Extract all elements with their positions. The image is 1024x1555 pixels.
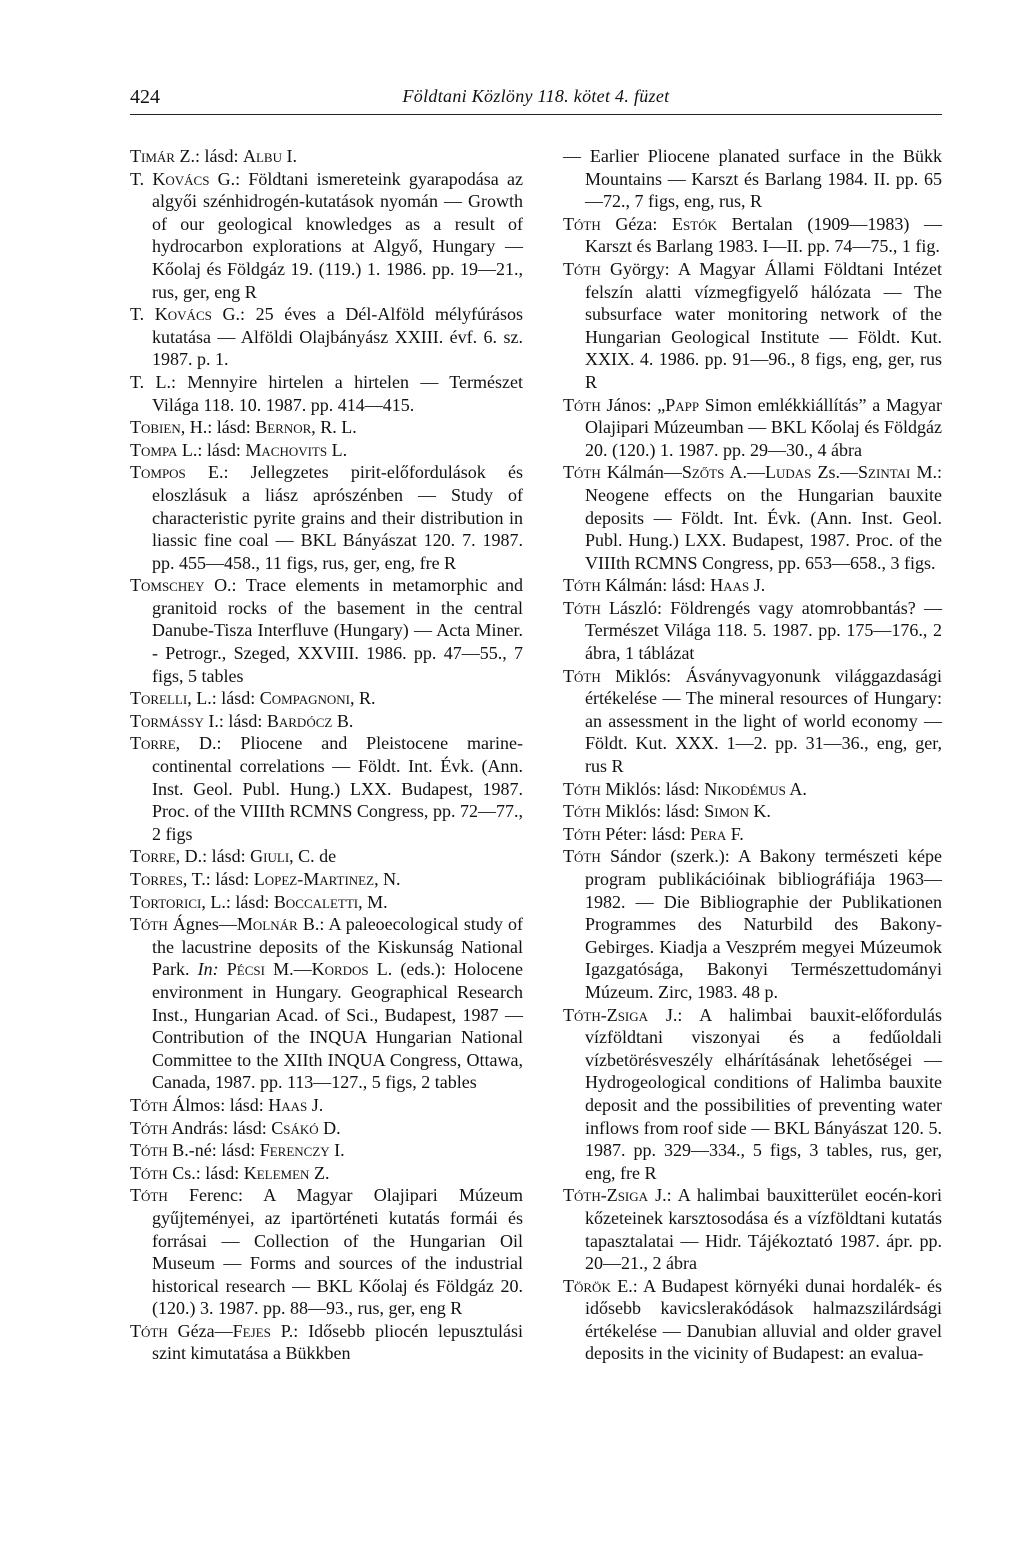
author-name: Tormássy <box>130 710 204 731</box>
author-name: Tobien <box>130 417 181 438</box>
bibliography-entry: Tóth-Zsiga J.: A halimbai bauxit-előfordulás vízföldtani viszonyai és a fedűoldali vízbetörésveszély elhárításának lehetőségei — Hydrogeological conditions of Halimba bauxite deposit and the possibilities of preventing water inflows from roof side — BKL Bányászat 120. 5. 1987. pp. 329—334., 5 figs, 3 tables, rus, ger, eng, fre R <box>563 1004 942 1183</box>
author-name: T. Kovács <box>130 168 210 189</box>
author-name: Tóth <box>130 1162 168 1183</box>
author-name: Fejes <box>232 1320 271 1341</box>
author-name: Haas <box>710 575 750 596</box>
right-column <box>563 145 942 1365</box>
author-name: Pera <box>690 823 727 844</box>
author-name: Compagnoni <box>259 688 350 709</box>
bibliography-entry: Tóth György: A Magyar Állami Földtani Intézet felszín alatti vízmegfigyelő hálózata — The subsurface water monitoring network of the Hungarian Geological Institute — Földt. Kut. XXIX. 4. 1986. pp. 91—96., 8 figs, eng, ger, rus R <box>563 258 942 392</box>
author-name: Tóth <box>563 258 601 279</box>
author-name: Boccaletti <box>273 891 359 912</box>
author-name: Tóth-Zsiga <box>563 1185 649 1206</box>
bibliography-entry: Torres, T.: lásd: Lopez-Martinez, N. <box>130 869 401 889</box>
author-name: T. Kovács <box>130 304 212 325</box>
author-name: Papp <box>665 394 700 415</box>
bibliography-entry: Tompa L.: lásd: Machovits L. <box>130 439 348 460</box>
bibliography-entry: Tóth Cs.: lásd: Kelemen Z. <box>130 1162 330 1183</box>
author-name: Machovits <box>245 439 328 460</box>
author-name: Kelemen <box>243 1162 310 1183</box>
author-name: Tóth <box>130 1320 168 1341</box>
bibliography-entry: Tóth Kálmán—Szőts A.—Ludas Zs.—Szintai M.: Neogene effects on the Hungarian bauxite deposits — Földt. Int. Évk. (Ann. Inst. Geol. Publ. Hung.) LXX. Budapest, 1987. Proc. of the VIIIth RCMNS Congress, pp. 653—658., 3 figs. <box>563 462 942 573</box>
author-name: Tompa <box>130 439 178 460</box>
bibliography-entry: Torre, D.: Pliocene and Pleistocene marine-continental correlations — Földt. Int. Évk. (Ann. Inst. Geol. Publ. Hung.) LXX. Budapest, 1987. Proc. of the VIIIth RCMNS Congress, pp. 72—77., 2 figs <box>130 733 523 844</box>
bibliography-entry: Tóth László: Földrengés vagy atomrobbantás? — Természet Világa 118. 5. 1987. pp. 175—176., 2 ábra, 1 táblázat <box>563 597 942 664</box>
author-name: Tóth <box>130 1185 168 1206</box>
bibliography-entry: Tompos E.: Jellegzetes pirit-előfordulások és eloszlásuk a liász aprószénben — Study of characteristic pyrite grains and their distribution in liassic fine coal — BKL Bányászat 120. 7. 1987. pp. 455—458., 11 figs, rus, ger, eng, fre R <box>130 462 523 573</box>
page-number: 424 <box>130 86 160 108</box>
author-name: Torre <box>130 733 176 754</box>
bibliography-entry: T. Kovács G.: Földtani ismereteink gyarapodása az algyői szénhidrogén-kutatások nyomán — Growth of our geological knowledges as a result of hydrocarbon explorations at Algyő, Hungary — Kőolaj és Földgáz 19. (119.) 1. 1986. pp. 19—21., rus, ger, eng R <box>130 168 523 302</box>
author-name: Tóth <box>130 914 168 935</box>
author-name: Simon <box>704 801 749 822</box>
bibliography-entry: Tortorici, L.: lásd: Boccaletti, M. <box>130 891 388 912</box>
bibliography-entry: Torelli, L.: lásd: Compagnoni, R. <box>130 688 376 709</box>
bibliography-entry: Tobien, H.: lásd: Bernor, R. L. <box>130 417 357 438</box>
bibliography-entry: Tóth Sándor (szerk.): A Bakony természeti képe program publikációinak bibliográfiája 1963—1982. — Die Bibliographie der Publikationen Programmes des Naturbild des Bakony-Gebirges. Kiadja a Veszprém megyei Múzeumok Igazgatósága, Bakonyi Természettudományi Múzeum. Zirc, 1983. 48 p. <box>563 846 942 1002</box>
author-name: Tóth <box>563 846 601 867</box>
bibliography-entry: Tóth Álmos: lásd: Haas J. <box>130 1094 324 1115</box>
author-name: Molnár <box>236 914 298 935</box>
author-name: Török <box>563 1275 611 1296</box>
author-name: Torre <box>130 846 176 867</box>
author-name: Tóth <box>563 394 601 415</box>
author-name: T. L. <box>130 371 171 392</box>
bibliography-entry: Török E.: A Budapest környéki dunai hordalék- és idősebb kavicslerakódások halmazszilárdsági értékelése — Danubian alluvial and older gravel deposits in the vicinity of Budapest: an evalua- <box>563 1275 942 1364</box>
bibliography-entry: — Earlier Pliocene planated surface in the Bükk Mountains — Karszt és Barlang 1984. II. pp. 65—72., 7 figs, eng, rus, R <box>563 146 942 212</box>
bibliography-entry: T. Kovács G.: 25 éves a Dél-Alföld mélyfúrásos kutatása — Alföldi Olajbányász XXIII. évf. 6. sz. 1987. p. 1. <box>130 304 523 370</box>
author-name: Tóth-Zsiga <box>563 1004 649 1025</box>
bibliography-entry: Torre, D.: lásd: Giuli, C. de <box>130 846 337 867</box>
author-name: Tóth <box>563 597 601 618</box>
bibliography-entry: Tóth János: „Papp Simon emlékkiállítás” a Magyar Olajipari Múzeumban — BKL Kőolaj és Földgáz 20. (120.) 1. 1987. pp. 29—30., 4 ábra <box>563 394 942 460</box>
author-name: Torelli <box>130 688 188 709</box>
author-name: Tóth <box>130 1117 168 1138</box>
bibliography-entry: Tóth Miklós: Ásványvagyonunk világgazdasági értékelése — The mineral resources of Hungary: an assessment in the light of world economy — Földt. Kut. XXX. 1—2. pp. 31—36., eng, ger, rus R <box>563 665 942 777</box>
bibliography-entry: Tóth Kálmán: lásd: Haas J. <box>563 575 766 596</box>
author-name: Tóth <box>130 1140 168 1161</box>
author-name: Tortorici <box>130 891 202 912</box>
author-name: Albu <box>242 146 282 166</box>
bibliography-entry: Tormássy I.: lásd: Bardócz B. <box>130 710 354 731</box>
author-name: Haas <box>268 1094 308 1115</box>
bibliography-entry: Tóth András: lásd: Csákó D. <box>130 1117 341 1138</box>
author-name: Lopez-Martinez <box>253 869 375 889</box>
bibliography-entry: Tóth Ágnes—Molnár B.: A paleoecological study of the lacustrine deposits of the Kiskunság National Park. In: Pécsi M.—Kordos L. (eds.): Holocene environment in Hungary. Geographical Research Inst., Hungarian Acad. of Sci., Budapest, 1987 — Contribution of the INQUA Hungarian National Committee to the XIIth INQUA Congress, Ottawa, Canada, 1987. pp. 113—127., 5 figs, 2 tables <box>130 914 524 1093</box>
author-name: Tóth <box>130 1094 168 1115</box>
bibliography-entry: Tóth Géza: Estók Bertalan (1909—1983) — Karszt és Barlang 1983. I—II. pp. 74—75., 1 fig. <box>563 213 942 257</box>
author-name: Tóth <box>563 823 601 844</box>
author-name: Tóth <box>563 462 601 483</box>
author-name: Timár <box>130 146 175 166</box>
author-name: Pécsi <box>226 959 265 980</box>
author-name: Szőts <box>681 462 725 483</box>
bibliography-entry: Tóth Ferenc: A Magyar Olajipari Múzeum gyűjteményei, az ipartörténeti kutatás formái és forrásai — Collection of the Hungarian Oil Museum — Forms and sources of the industrial historical research — BKL Kőolaj és Földgáz 20. (120.) 3. 1987. pp. 88—93., rus, ger, eng R <box>130 1185 523 1319</box>
bibliography-entry: Tóth Miklós: lásd: Simon K. <box>563 801 771 822</box>
author-name: Torres <box>130 869 183 889</box>
author-name: Tóth <box>563 665 601 686</box>
bibliography-entry: Tomschey O.: Trace elements in metamorphic and granitoid rocks of the basement in the central Danube-Tisza Interfluve (Hungary) — Acta Miner. - Petrogr., Szeged, XXVIII. 1986. pp. 47—55., 7 figs, 5 tables <box>130 575 523 686</box>
author-name: Tomschey <box>130 575 205 596</box>
author-name: Estók <box>672 213 717 234</box>
author-name: Bernor <box>255 417 312 438</box>
bibliography-entry: Tóth Miklós: lásd: Nikodémus A. <box>563 778 807 799</box>
author-name: Giuli <box>250 846 290 867</box>
author-name: Csákó <box>271 1117 319 1138</box>
author-name: Tóth <box>563 778 601 799</box>
journal-title: Földtani Közlöny 118. kötet 4. füzet <box>402 86 670 106</box>
bibliography-entry: Tóth B.-né: lásd: Ferenczy I. <box>130 1140 345 1161</box>
left-column <box>130 145 523 1365</box>
author-name: Tompos <box>130 462 186 483</box>
bibliography-entry: Timár Z.: lásd: Albu I. <box>130 146 297 166</box>
running-header <box>130 86 942 115</box>
bibliography-entry: Tóth Géza—Fejes P.: Idősebb pliocén lepusztulási szint kimutatása a Bükkben <box>130 1320 524 1364</box>
author-name: Szintai <box>858 462 911 483</box>
author-name: Bardócz <box>266 710 333 731</box>
author-name: Nikodémus <box>704 778 786 799</box>
italic-text: In: <box>197 959 219 980</box>
bibliography-entry: Tóth-Zsiga J.: A halimbai bauxitterület eocén-kori kőzeteinek karsztosodása és a vízföldtani kutatás tapasztalatai — Hidr. Tájékoztató 1987. ápr. pp. 20—21., 2 ábra <box>563 1185 942 1274</box>
author-name: Kordos <box>311 959 369 980</box>
author-name: Tóth <box>563 575 601 596</box>
author-name: Tóth <box>563 801 601 822</box>
author-name: Ludas <box>765 462 812 483</box>
bibliography-entry: T. L.: Mennyire hirtelen a hirtelen — Természet Világa 118. 10. 1987. pp. 414—415. <box>130 371 523 415</box>
bibliography-entry: Tóth Péter: lásd: Pera F. <box>563 823 744 844</box>
author-name: Ferenczy <box>259 1140 330 1161</box>
author-name: Tóth <box>563 213 601 234</box>
